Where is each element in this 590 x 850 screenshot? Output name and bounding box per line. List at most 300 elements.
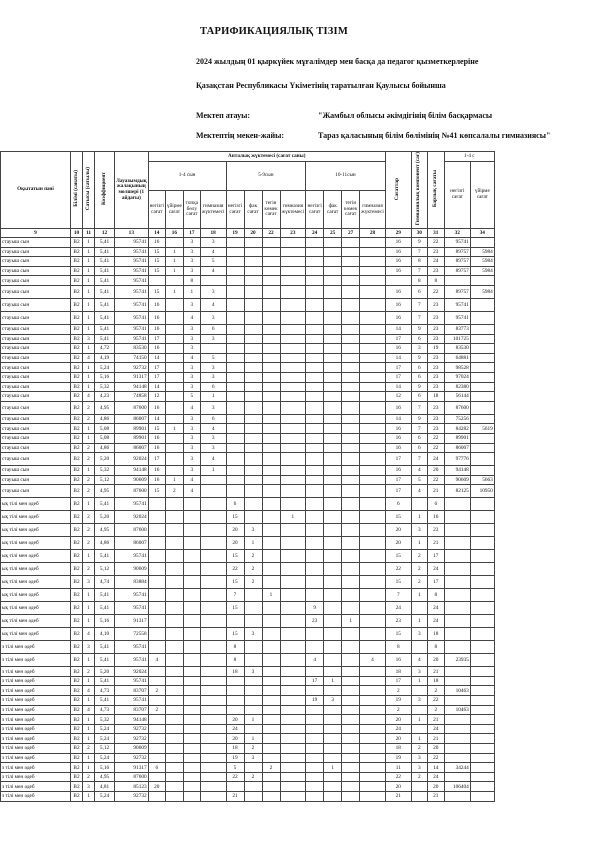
table-cell: В2 bbox=[71, 257, 83, 267]
table-cell: 5,41 bbox=[95, 285, 115, 298]
table-cell: В2 bbox=[71, 550, 83, 563]
table-cell bbox=[306, 433, 324, 443]
table-cell bbox=[280, 676, 306, 686]
table-cell: 89757 bbox=[444, 257, 470, 267]
table-cell bbox=[280, 563, 306, 576]
table-cell bbox=[306, 285, 324, 298]
table-cell bbox=[148, 724, 165, 734]
table-cell bbox=[342, 344, 360, 354]
table-row bbox=[1, 615, 495, 628]
table-cell bbox=[324, 744, 342, 754]
table-cell bbox=[200, 753, 226, 763]
table-cell: 5,08 bbox=[95, 424, 115, 434]
table-cell bbox=[200, 686, 226, 696]
table-cell: 3 bbox=[411, 763, 427, 773]
table-cell bbox=[200, 563, 226, 576]
table-cell bbox=[324, 641, 342, 654]
table-cell bbox=[342, 734, 360, 744]
table-cell: 8 bbox=[427, 276, 444, 286]
table-cell bbox=[470, 686, 494, 696]
table-cell: 16 bbox=[385, 298, 411, 311]
table-cell bbox=[324, 298, 342, 311]
table-cell bbox=[360, 353, 386, 363]
table-cell: 3 bbox=[183, 466, 200, 476]
table-cell bbox=[444, 589, 470, 602]
table-cell: 11 bbox=[385, 763, 411, 773]
table-cell: 3 bbox=[411, 696, 427, 706]
table-cell bbox=[342, 372, 360, 382]
table-cell: 2 bbox=[244, 744, 262, 754]
table-cell: 1 bbox=[244, 715, 262, 725]
table-cell bbox=[360, 334, 386, 344]
table-cell: 7 bbox=[411, 298, 427, 311]
table-cell bbox=[306, 686, 324, 696]
table-cell: 15 bbox=[385, 576, 411, 589]
table-cell bbox=[200, 615, 226, 628]
table-cell: 5984 bbox=[470, 257, 494, 267]
table-cell: 20 bbox=[385, 734, 411, 744]
table-row bbox=[1, 602, 495, 615]
table-cell: 20 bbox=[427, 654, 444, 667]
table-cell: 17 bbox=[148, 334, 165, 344]
table-cell: 92732 bbox=[115, 734, 149, 744]
table-cell bbox=[360, 782, 386, 792]
table-cell bbox=[183, 628, 200, 641]
table-cell bbox=[444, 792, 470, 802]
column-number: 22 bbox=[262, 229, 280, 238]
row-subject: з тілі мен әдеб bbox=[1, 696, 71, 706]
table-cell bbox=[360, 414, 386, 424]
table-cell bbox=[244, 276, 262, 286]
table-cell bbox=[280, 782, 306, 792]
table-cell: В2 bbox=[71, 763, 83, 773]
table-cell: 94148 bbox=[115, 382, 149, 392]
table-cell: 2 bbox=[411, 563, 427, 576]
row-subject: стауыш сын bbox=[1, 372, 71, 382]
table-cell: 3 bbox=[411, 667, 427, 677]
table-cell bbox=[200, 589, 226, 602]
table-row bbox=[1, 705, 495, 715]
table-cell: 15 bbox=[226, 576, 244, 589]
table-cell bbox=[324, 782, 342, 792]
table-cell bbox=[280, 424, 306, 434]
table-cell: В2 bbox=[71, 667, 83, 677]
order-line: 2024 жылдың 01 қыркүйек мұғалімдер мен басқа да педагог қызметкерлеріне bbox=[196, 57, 479, 66]
table-cell: 82380 bbox=[444, 382, 470, 392]
table-cell bbox=[244, 257, 262, 267]
table-cell: 75256 bbox=[444, 414, 470, 424]
table-cell bbox=[342, 782, 360, 792]
table-cell: 95741 bbox=[115, 238, 149, 248]
table-cell: 7 bbox=[226, 589, 244, 602]
table-cell bbox=[262, 498, 280, 511]
table-cell: 2 bbox=[83, 453, 95, 466]
table-cell bbox=[470, 324, 494, 334]
table-cell: 95741 bbox=[444, 298, 470, 311]
table-row bbox=[1, 524, 495, 537]
table-cell bbox=[306, 782, 324, 792]
table-cell bbox=[444, 511, 470, 524]
table-cell bbox=[165, 453, 183, 466]
table-cell: 20 bbox=[226, 734, 244, 744]
table-row bbox=[1, 382, 495, 392]
table-cell bbox=[165, 311, 183, 324]
table-cell bbox=[165, 550, 183, 563]
table-cell bbox=[183, 676, 200, 686]
table-cell bbox=[165, 382, 183, 392]
table-cell: 2 bbox=[165, 485, 183, 498]
table-cell bbox=[470, 792, 494, 802]
table-cell bbox=[470, 311, 494, 324]
table-cell: 1 bbox=[244, 537, 262, 550]
table-cell bbox=[470, 443, 494, 453]
table-cell bbox=[360, 537, 386, 550]
table-cell: 89901 bbox=[115, 433, 149, 443]
table-cell: В2 bbox=[71, 524, 83, 537]
table-cell bbox=[226, 433, 244, 443]
table-cell bbox=[360, 363, 386, 373]
table-cell: 2 bbox=[83, 524, 95, 537]
table-cell: 15 bbox=[226, 602, 244, 615]
table-cell bbox=[280, 792, 306, 802]
table-cell: 2 bbox=[385, 705, 411, 715]
column-number: 31 bbox=[427, 229, 444, 238]
table-cell: 3 bbox=[200, 311, 226, 324]
table-cell bbox=[444, 772, 470, 782]
row-subject: ық тілі мен әдеб bbox=[1, 615, 71, 628]
column-number: 28 bbox=[360, 229, 386, 238]
table-cell bbox=[280, 576, 306, 589]
table-cell bbox=[226, 705, 244, 715]
table-cell: 4 bbox=[200, 247, 226, 257]
table-cell bbox=[244, 311, 262, 324]
table-cell bbox=[324, 686, 342, 696]
table-cell bbox=[262, 537, 280, 550]
table-cell bbox=[280, 414, 306, 424]
table-cell: 5,41 bbox=[95, 589, 115, 602]
table-cell bbox=[306, 424, 324, 434]
table-cell bbox=[226, 334, 244, 344]
table-row bbox=[1, 485, 495, 498]
table-cell bbox=[148, 615, 165, 628]
table-cell bbox=[244, 247, 262, 257]
table-cell: 2 bbox=[83, 744, 95, 754]
table-cell bbox=[280, 475, 306, 485]
table-cell: 15 bbox=[148, 257, 165, 267]
table-cell: 14 bbox=[385, 324, 411, 334]
table-cell: 95741 bbox=[115, 589, 149, 602]
table-cell: 6 bbox=[411, 285, 427, 298]
table-cell: 4,95 bbox=[95, 524, 115, 537]
table-cell: 14 bbox=[385, 414, 411, 424]
row-subject: з тілі мен әдеб bbox=[1, 654, 71, 667]
table-cell: 3 bbox=[83, 782, 95, 792]
table-cell: 1 bbox=[200, 466, 226, 476]
table-cell bbox=[324, 424, 342, 434]
table-cell: 3 bbox=[411, 524, 427, 537]
table-cell bbox=[165, 628, 183, 641]
table-cell: 1 bbox=[83, 654, 95, 667]
table-cell bbox=[342, 276, 360, 286]
table-cell bbox=[262, 753, 280, 763]
table-cell bbox=[226, 615, 244, 628]
table-cell bbox=[200, 696, 226, 706]
table-row bbox=[1, 763, 495, 773]
table-cell bbox=[342, 453, 360, 466]
table-cell: 5,41 bbox=[95, 550, 115, 563]
table-cell: 1 bbox=[83, 285, 95, 298]
table-cell bbox=[444, 628, 470, 641]
table-cell bbox=[280, 334, 306, 344]
column-number: 16 bbox=[165, 229, 183, 238]
table-cell bbox=[280, 615, 306, 628]
col-shared-2: гимназия жүктемесі bbox=[280, 191, 306, 229]
table-cell: В2 bbox=[71, 392, 83, 402]
table-cell: 90609 bbox=[115, 475, 149, 485]
table-row bbox=[1, 257, 495, 267]
table-cell bbox=[324, 311, 342, 324]
table-cell bbox=[244, 266, 262, 276]
table-cell: 5,24 bbox=[95, 792, 115, 802]
table-cell: 1 bbox=[411, 537, 427, 550]
table-cell: В2 bbox=[71, 641, 83, 654]
table-cell: 3 bbox=[183, 424, 200, 434]
table-cell bbox=[360, 266, 386, 276]
table-cell bbox=[470, 576, 494, 589]
table-cell: 6 bbox=[200, 414, 226, 424]
table-row bbox=[1, 334, 495, 344]
table-cell bbox=[262, 372, 280, 382]
table-cell: 5,20 bbox=[95, 511, 115, 524]
table-cell bbox=[444, 498, 470, 511]
table-cell bbox=[306, 276, 324, 286]
school-value: "Жамбыл облысы әкімдігінің білім басқармасы bbox=[318, 111, 493, 120]
table-cell bbox=[200, 734, 226, 744]
table-cell: В2 bbox=[71, 475, 83, 485]
table-cell: 23 bbox=[427, 372, 444, 382]
table-cell bbox=[226, 782, 244, 792]
row-subject: стауыш сын bbox=[1, 285, 71, 298]
table-cell bbox=[342, 392, 360, 402]
table-cell: 6 bbox=[411, 334, 427, 344]
table-cell: 15 bbox=[226, 550, 244, 563]
table-cell: 74858 bbox=[115, 392, 149, 402]
table-cell: 95741 bbox=[115, 602, 149, 615]
table-cell: 1 bbox=[83, 676, 95, 686]
table-cell: 95741 bbox=[115, 696, 149, 706]
table-cell: 2 bbox=[427, 686, 444, 696]
table-cell bbox=[183, 602, 200, 615]
table-cell: В2 bbox=[71, 772, 83, 782]
table-cell bbox=[262, 628, 280, 641]
table-cell: 91317 bbox=[115, 372, 149, 382]
table-cell: 1 bbox=[83, 550, 95, 563]
table-cell: 90609 bbox=[444, 475, 470, 485]
table-cell: В2 bbox=[71, 615, 83, 628]
table-cell: 2 bbox=[83, 772, 95, 782]
table-cell bbox=[148, 563, 165, 576]
table-cell: 22 bbox=[427, 443, 444, 453]
table-cell: 2 bbox=[427, 705, 444, 715]
table-cell: 17 bbox=[385, 453, 411, 466]
table-cell bbox=[306, 589, 324, 602]
table-cell bbox=[470, 763, 494, 773]
table-cell bbox=[342, 537, 360, 550]
table-cell: 15 bbox=[226, 511, 244, 524]
row-subject: ық тілі мен әдеб bbox=[1, 602, 71, 615]
table-row bbox=[1, 311, 495, 324]
column-number: 12 bbox=[95, 229, 115, 238]
column-number: 13 bbox=[115, 229, 149, 238]
table-row bbox=[1, 715, 495, 725]
table-cell: 87600 bbox=[115, 401, 149, 414]
table-cell: 4 bbox=[200, 424, 226, 434]
table-cell: 95741 bbox=[115, 654, 149, 667]
table-cell bbox=[324, 498, 342, 511]
table-cell bbox=[183, 641, 200, 654]
table-cell bbox=[262, 705, 280, 715]
table-cell bbox=[360, 667, 386, 677]
table-cell: В2 bbox=[71, 247, 83, 257]
table-cell bbox=[342, 238, 360, 248]
table-cell: 1 bbox=[165, 247, 183, 257]
group-10-11: 10-11сын bbox=[306, 162, 386, 191]
table-cell bbox=[360, 589, 386, 602]
table-cell: 92024 bbox=[115, 511, 149, 524]
table-cell: 20 bbox=[427, 782, 444, 792]
table-cell bbox=[342, 353, 360, 363]
table-cell: 5,16 bbox=[95, 372, 115, 382]
table-cell bbox=[342, 247, 360, 257]
table-cell bbox=[280, 453, 306, 466]
table-cell: 17 bbox=[385, 363, 411, 373]
table-cell: В2 bbox=[71, 576, 83, 589]
column-number: 9 bbox=[1, 229, 71, 238]
table-cell bbox=[183, 511, 200, 524]
table-cell bbox=[342, 753, 360, 763]
table-cell: 16 bbox=[148, 401, 165, 414]
table-cell: 90609 bbox=[115, 744, 149, 754]
table-cell: 1 bbox=[83, 266, 95, 276]
table-cell: 89757 bbox=[444, 266, 470, 276]
table-cell bbox=[148, 602, 165, 615]
table-cell: 5,41 bbox=[95, 641, 115, 654]
col-extra-2: фак сағат bbox=[244, 191, 262, 229]
table-cell bbox=[183, 782, 200, 792]
table-cell: В2 bbox=[71, 372, 83, 382]
row-subject: стауыш сын bbox=[1, 424, 71, 434]
row-subject: стауыш сын bbox=[1, 401, 71, 414]
table-cell bbox=[183, 537, 200, 550]
table-cell: 3 bbox=[324, 696, 342, 706]
table-row bbox=[1, 753, 495, 763]
table-cell: 5984 bbox=[470, 247, 494, 257]
table-cell: 95741 bbox=[115, 641, 149, 654]
table-cell bbox=[165, 401, 183, 414]
table-cell bbox=[342, 324, 360, 334]
table-cell bbox=[244, 589, 262, 602]
table-cell bbox=[226, 392, 244, 402]
table-cell: 14 bbox=[385, 382, 411, 392]
table-cell: 92024 bbox=[115, 667, 149, 677]
table-cell: 14 bbox=[148, 353, 165, 363]
table-cell: 5,41 bbox=[95, 298, 115, 311]
table-cell bbox=[444, 524, 470, 537]
table-cell: 23 bbox=[427, 334, 444, 344]
table-cell bbox=[470, 334, 494, 344]
table-cell bbox=[306, 563, 324, 576]
row-subject: ық тілі мен әдеб bbox=[1, 498, 71, 511]
table-cell bbox=[324, 285, 342, 298]
table-cell bbox=[226, 276, 244, 286]
table-cell bbox=[262, 485, 280, 498]
table-cell bbox=[342, 382, 360, 392]
table-cell bbox=[280, 763, 306, 773]
table-cell: 16 bbox=[148, 311, 165, 324]
table-cell bbox=[262, 511, 280, 524]
table-cell bbox=[306, 238, 324, 248]
table-cell: В2 bbox=[71, 485, 83, 498]
table-cell: 5,20 bbox=[95, 453, 115, 466]
table-cell: 9 bbox=[411, 382, 427, 392]
table-cell bbox=[165, 705, 183, 715]
table-cell: 5,32 bbox=[95, 715, 115, 725]
table-cell bbox=[226, 424, 244, 434]
table-cell: В2 bbox=[71, 453, 83, 466]
column-number: 23 bbox=[280, 229, 306, 238]
table-cell: 95741 bbox=[115, 266, 149, 276]
table-cell bbox=[360, 475, 386, 485]
table-cell bbox=[306, 311, 324, 324]
column-number: 10 bbox=[71, 229, 83, 238]
table-cell bbox=[342, 475, 360, 485]
table-cell bbox=[280, 372, 306, 382]
table-cell bbox=[244, 641, 262, 654]
table-cell bbox=[411, 782, 427, 792]
table-cell bbox=[342, 705, 360, 715]
table-cell bbox=[280, 311, 306, 324]
table-cell: 95741 bbox=[444, 311, 470, 324]
table-cell bbox=[342, 602, 360, 615]
table-cell bbox=[324, 654, 342, 667]
table-cell bbox=[148, 537, 165, 550]
table-cell bbox=[226, 324, 244, 334]
table-cell: 18 bbox=[226, 667, 244, 677]
table-cell bbox=[306, 667, 324, 677]
table-cell bbox=[244, 615, 262, 628]
row-subject: стауыш сын bbox=[1, 414, 71, 424]
table-cell bbox=[244, 414, 262, 424]
table-cell bbox=[183, 705, 200, 715]
table-cell bbox=[444, 537, 470, 550]
row-subject: з тілі мен әдеб bbox=[1, 763, 71, 773]
table-cell bbox=[244, 696, 262, 706]
table-cell bbox=[360, 734, 386, 744]
col-group-1: топқа бөлу сағат bbox=[183, 191, 200, 229]
address-value: Тараз қаласының білім бөлімінің №41 көпсалалы гимназиясы" bbox=[318, 131, 551, 140]
table-cell bbox=[200, 628, 226, 641]
table-cell: В2 bbox=[71, 734, 83, 744]
table-cell bbox=[148, 276, 165, 286]
table-cell bbox=[306, 485, 324, 498]
table-cell: 1 bbox=[280, 511, 306, 524]
table-cell bbox=[470, 550, 494, 563]
table-cell bbox=[148, 524, 165, 537]
table-cell: В2 bbox=[71, 276, 83, 286]
table-cell: 6 bbox=[411, 363, 427, 373]
table-cell bbox=[262, 238, 280, 248]
table-cell: 23 bbox=[427, 353, 444, 363]
